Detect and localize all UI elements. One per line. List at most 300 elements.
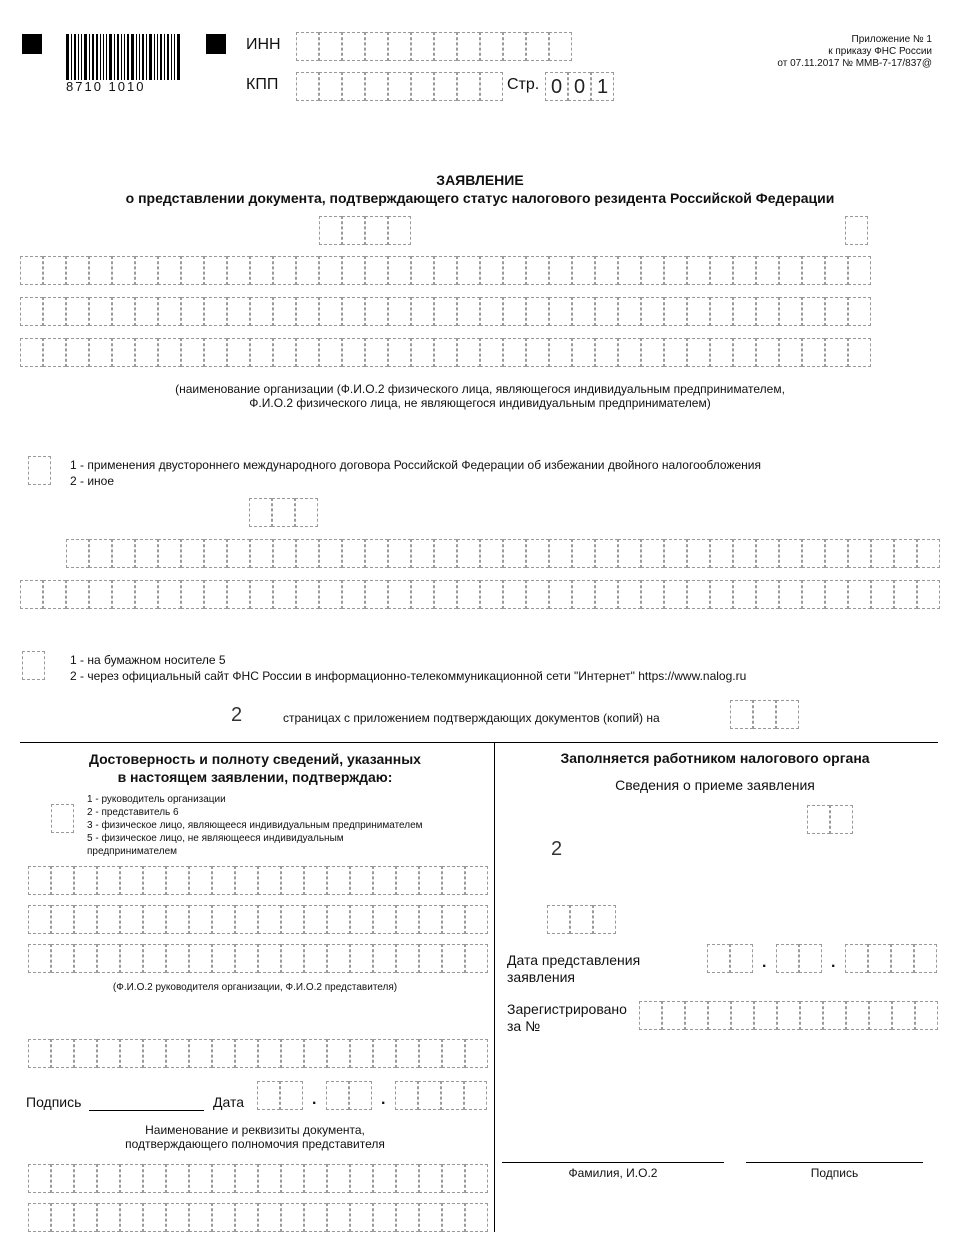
submission-date-year[interactable] (845, 944, 937, 973)
input-cell[interactable] (710, 256, 733, 285)
input-cell[interactable] (710, 580, 733, 609)
input-cell[interactable] (97, 1203, 120, 1232)
input-cell[interactable] (235, 1164, 258, 1193)
input-cell[interactable] (526, 539, 549, 568)
signer-extra-row[interactable] (28, 1039, 488, 1068)
input-cell[interactable] (891, 944, 914, 973)
signer-fio-row-3[interactable] (28, 944, 488, 973)
input-cell[interactable] (388, 32, 411, 61)
input-cell[interactable] (272, 498, 295, 527)
input-cell[interactable] (618, 580, 641, 609)
input-cell[interactable] (51, 866, 74, 895)
input-cell[interactable] (848, 539, 871, 568)
input-cell[interactable] (273, 256, 296, 285)
input-cell[interactable] (595, 297, 618, 326)
input-cell[interactable] (915, 1001, 938, 1030)
input-cell[interactable] (342, 580, 365, 609)
input-cell[interactable] (74, 905, 97, 934)
input-cell[interactable] (166, 1039, 189, 1068)
input-cell[interactable] (687, 256, 710, 285)
input-cell[interactable] (756, 256, 779, 285)
input-cell[interactable] (411, 297, 434, 326)
input-cell[interactable] (296, 72, 319, 101)
input-cell[interactable] (365, 539, 388, 568)
input-cell[interactable] (120, 1039, 143, 1068)
input-cell[interactable] (779, 256, 802, 285)
input-cell[interactable] (342, 297, 365, 326)
input-cell[interactable] (74, 1203, 97, 1232)
input-cell[interactable] (442, 944, 465, 973)
attachment-pages-cells[interactable] (730, 700, 799, 729)
input-cell[interactable] (120, 944, 143, 973)
input-cell[interactable] (327, 944, 350, 973)
input-cell[interactable] (457, 539, 480, 568)
authority-doc-row-2[interactable] (28, 1203, 488, 1232)
input-cell[interactable] (526, 338, 549, 367)
input-cell[interactable] (871, 580, 894, 609)
input-cell[interactable] (365, 338, 388, 367)
input-cell[interactable] (235, 1203, 258, 1232)
input-cell[interactable] (212, 866, 235, 895)
input-cell[interactable] (181, 297, 204, 326)
input-cell[interactable] (66, 580, 89, 609)
input-cell[interactable] (869, 1001, 892, 1030)
input-cell[interactable] (480, 72, 503, 101)
input-cell[interactable] (776, 700, 799, 729)
input-cell[interactable] (189, 1203, 212, 1232)
input-cell[interactable] (43, 256, 66, 285)
input-cell[interactable] (281, 866, 304, 895)
input-cell[interactable] (258, 905, 281, 934)
input-cell[interactable] (327, 1164, 350, 1193)
input-cell[interactable] (464, 1081, 487, 1110)
input-cell[interactable] (227, 580, 250, 609)
input-cell[interactable] (526, 297, 549, 326)
input-cell[interactable] (249, 498, 272, 527)
input-cell[interactable] (892, 1001, 915, 1030)
input-cell[interactable] (166, 866, 189, 895)
input-cell[interactable] (296, 32, 319, 61)
input-cell[interactable] (296, 297, 319, 326)
input-cell[interactable] (89, 539, 112, 568)
input-cell[interactable] (503, 580, 526, 609)
input-cell[interactable] (158, 256, 181, 285)
input-cell[interactable] (20, 580, 43, 609)
input-cell[interactable] (350, 944, 373, 973)
receipt-pages-cells[interactable] (547, 905, 616, 934)
input-cell[interactable] (89, 338, 112, 367)
input-cell[interactable] (396, 944, 419, 973)
input-cell[interactable] (158, 580, 181, 609)
input-cell[interactable] (158, 338, 181, 367)
signature-line[interactable] (89, 1110, 204, 1111)
kpp-cells[interactable] (296, 72, 503, 101)
input-cell[interactable] (411, 32, 434, 61)
authority-doc-row-1[interactable] (28, 1164, 488, 1193)
input-cell[interactable] (388, 216, 411, 245)
input-cell[interactable] (227, 539, 250, 568)
other-purpose-row-1[interactable] (66, 539, 940, 568)
input-cell[interactable] (894, 580, 917, 609)
input-cell[interactable] (158, 297, 181, 326)
input-cell[interactable] (779, 338, 802, 367)
input-cell[interactable] (419, 1164, 442, 1193)
input-cell[interactable] (204, 297, 227, 326)
input-cell[interactable] (754, 1001, 777, 1030)
input-cell[interactable] (396, 1203, 419, 1232)
input-cell[interactable] (685, 1001, 708, 1030)
inn-cells[interactable] (296, 32, 572, 61)
input-cell[interactable] (411, 72, 434, 101)
input-cell[interactable] (848, 338, 871, 367)
input-cell[interactable] (135, 338, 158, 367)
input-cell[interactable] (304, 905, 327, 934)
input-cell[interactable] (807, 805, 830, 834)
input-cell[interactable] (120, 1203, 143, 1232)
input-cell[interactable] (112, 539, 135, 568)
input-cell[interactable] (97, 1164, 120, 1193)
input-cell[interactable] (235, 866, 258, 895)
officer-signature-line[interactable] (746, 1162, 923, 1163)
input-cell[interactable] (143, 1164, 166, 1193)
input-cell[interactable] (442, 1039, 465, 1068)
input-cell[interactable] (326, 1081, 349, 1110)
input-cell[interactable] (97, 866, 120, 895)
input-cell[interactable] (730, 944, 753, 973)
input-cell[interactable] (281, 1164, 304, 1193)
input-cell[interactable] (503, 32, 526, 61)
input-cell[interactable] (595, 256, 618, 285)
input-cell[interactable] (365, 297, 388, 326)
input-cell[interactable] (28, 1164, 51, 1193)
org-name-row-1[interactable] (20, 256, 871, 285)
input-cell[interactable] (434, 256, 457, 285)
input-cell[interactable] (917, 539, 940, 568)
input-cell[interactable] (304, 1203, 327, 1232)
input-cell[interactable] (28, 866, 51, 895)
input-cell[interactable] (480, 32, 503, 61)
input-cell[interactable] (572, 539, 595, 568)
input-cell[interactable] (503, 297, 526, 326)
input-cell[interactable] (549, 297, 572, 326)
input-cell[interactable] (917, 580, 940, 609)
input-cell[interactable] (418, 1081, 441, 1110)
input-cell[interactable] (143, 1203, 166, 1232)
input-cell[interactable] (411, 256, 434, 285)
input-cell[interactable] (135, 256, 158, 285)
input-cell[interactable] (419, 866, 442, 895)
input-cell[interactable] (373, 1164, 396, 1193)
input-cell[interactable] (89, 580, 112, 609)
input-cell[interactable] (350, 1164, 373, 1193)
input-cell[interactable] (143, 1039, 166, 1068)
input-cell[interactable] (779, 580, 802, 609)
input-cell[interactable] (204, 338, 227, 367)
input-cell[interactable] (280, 1081, 303, 1110)
input-cell[interactable] (273, 539, 296, 568)
input-cell[interactable] (419, 944, 442, 973)
input-cell[interactable] (572, 256, 595, 285)
input-cell[interactable] (641, 580, 664, 609)
input-cell[interactable] (319, 297, 342, 326)
input-cell[interactable] (342, 539, 365, 568)
input-cell[interactable] (189, 1164, 212, 1193)
input-cell[interactable] (825, 297, 848, 326)
input-cell[interactable] (89, 256, 112, 285)
input-cell[interactable] (350, 905, 373, 934)
input-cell[interactable] (457, 32, 480, 61)
input-cell[interactable] (868, 944, 891, 973)
input-cell[interactable] (158, 539, 181, 568)
input-cell[interactable] (825, 580, 848, 609)
input-cell[interactable] (97, 944, 120, 973)
input-cell[interactable] (641, 338, 664, 367)
input-cell[interactable] (227, 297, 250, 326)
input-cell[interactable] (526, 580, 549, 609)
input-cell[interactable] (730, 700, 753, 729)
input-cell[interactable] (51, 1039, 74, 1068)
input-cell[interactable] (894, 539, 917, 568)
input-cell[interactable] (570, 905, 593, 934)
input-cell[interactable] (143, 905, 166, 934)
input-cell[interactable] (365, 72, 388, 101)
input-cell[interactable] (51, 804, 74, 833)
input-cell[interactable] (419, 1039, 442, 1068)
input-cell[interactable] (823, 1001, 846, 1030)
input-cell[interactable] (97, 1039, 120, 1068)
input-cell[interactable] (549, 338, 572, 367)
input-cell[interactable] (304, 1039, 327, 1068)
input-cell[interactable] (708, 1001, 731, 1030)
input-cell[interactable] (281, 1203, 304, 1232)
input-cell[interactable] (258, 866, 281, 895)
input-cell[interactable] (319, 256, 342, 285)
input-cell[interactable] (20, 256, 43, 285)
input-cell[interactable] (74, 1039, 97, 1068)
input-cell[interactable] (166, 1203, 189, 1232)
input-cell[interactable] (258, 1164, 281, 1193)
input-cell[interactable] (687, 580, 710, 609)
input-cell[interactable] (295, 498, 318, 527)
input-cell[interactable] (457, 338, 480, 367)
input-cell[interactable] (664, 539, 687, 568)
input-cell[interactable] (273, 297, 296, 326)
input-cell[interactable] (845, 216, 868, 245)
input-cell[interactable] (465, 866, 488, 895)
input-cell[interactable] (20, 338, 43, 367)
input-cell[interactable] (89, 297, 112, 326)
input-cell[interactable] (296, 539, 319, 568)
input-cell[interactable] (457, 256, 480, 285)
input-cell[interactable] (457, 297, 480, 326)
submission-date-day[interactable] (707, 944, 753, 973)
input-cell[interactable] (396, 1039, 419, 1068)
input-cell[interactable] (74, 944, 97, 973)
input-cell[interactable] (204, 539, 227, 568)
input-cell[interactable] (830, 805, 853, 834)
input-cell[interactable] (388, 338, 411, 367)
input-cell[interactable] (22, 651, 45, 680)
input-cell[interactable] (595, 580, 618, 609)
input-cell[interactable] (204, 580, 227, 609)
input-cell[interactable] (189, 944, 212, 973)
input-cell[interactable] (304, 1164, 327, 1193)
input-cell[interactable] (43, 580, 66, 609)
input-cell[interactable] (733, 297, 756, 326)
input-cell[interactable] (258, 1203, 281, 1232)
input-cell[interactable] (434, 338, 457, 367)
input-cell[interactable] (549, 256, 572, 285)
input-cell[interactable] (66, 338, 89, 367)
input-cell[interactable] (641, 256, 664, 285)
input-cell[interactable] (365, 32, 388, 61)
input-cell[interactable] (442, 866, 465, 895)
input-cell[interactable] (756, 539, 779, 568)
input-cell[interactable] (618, 297, 641, 326)
input-cell[interactable] (257, 1081, 280, 1110)
input-cell[interactable] (258, 1039, 281, 1068)
input-cell[interactable] (441, 1081, 464, 1110)
input-cell[interactable] (166, 1164, 189, 1193)
input-cell[interactable] (503, 256, 526, 285)
input-cell[interactable] (28, 905, 51, 934)
input-cell[interactable] (914, 944, 937, 973)
input-cell[interactable] (465, 1164, 488, 1193)
input-cell[interactable] (281, 944, 304, 973)
input-cell[interactable] (235, 905, 258, 934)
signer-fio-row-2[interactable] (28, 905, 488, 934)
input-cell[interactable] (547, 905, 570, 934)
input-cell[interactable] (319, 216, 342, 245)
input-cell[interactable] (189, 905, 212, 934)
input-cell[interactable] (848, 580, 871, 609)
input-cell[interactable] (327, 1203, 350, 1232)
input-cell[interactable] (319, 72, 342, 101)
input-cell[interactable] (442, 1203, 465, 1232)
input-cell[interactable] (756, 580, 779, 609)
input-cell[interactable] (350, 866, 373, 895)
input-cell[interactable] (388, 297, 411, 326)
input-cell[interactable] (871, 539, 894, 568)
input-cell[interactable] (710, 539, 733, 568)
input-cell[interactable] (641, 297, 664, 326)
input-cell[interactable] (212, 905, 235, 934)
input-cell[interactable] (250, 297, 273, 326)
input-cell[interactable] (503, 338, 526, 367)
input-cell[interactable] (20, 297, 43, 326)
sign-date-day[interactable] (257, 1081, 303, 1110)
input-cell[interactable] (419, 1203, 442, 1232)
input-cell[interactable] (74, 1164, 97, 1193)
input-cell[interactable] (143, 866, 166, 895)
input-cell[interactable] (296, 580, 319, 609)
input-cell[interactable] (434, 580, 457, 609)
input-cell[interactable] (388, 580, 411, 609)
input-cell[interactable] (28, 1203, 51, 1232)
input-cell[interactable] (434, 539, 457, 568)
input-cell[interactable] (799, 944, 822, 973)
input-cell[interactable] (327, 866, 350, 895)
input-cell[interactable] (235, 1039, 258, 1068)
input-cell[interactable] (43, 338, 66, 367)
input-cell[interactable] (396, 1164, 419, 1193)
input-cell[interactable] (756, 297, 779, 326)
input-cell[interactable] (74, 866, 97, 895)
signer-code-cell[interactable] (51, 804, 74, 833)
input-cell[interactable] (779, 297, 802, 326)
input-cell[interactable] (802, 539, 825, 568)
input-cell[interactable] (28, 456, 51, 485)
input-cell[interactable] (434, 32, 457, 61)
input-cell[interactable] (411, 580, 434, 609)
input-cell[interactable] (572, 297, 595, 326)
input-cell[interactable] (457, 72, 480, 101)
input-cell[interactable] (112, 338, 135, 367)
input-cell[interactable] (777, 1001, 800, 1030)
input-cell[interactable] (480, 338, 503, 367)
input-cell[interactable] (250, 539, 273, 568)
input-cell[interactable] (135, 297, 158, 326)
input-cell[interactable] (465, 1039, 488, 1068)
input-cell[interactable] (549, 580, 572, 609)
input-cell[interactable] (733, 580, 756, 609)
input-cell[interactable] (212, 1164, 235, 1193)
input-cell[interactable] (411, 338, 434, 367)
input-cell[interactable] (664, 256, 687, 285)
input-cell[interactable] (572, 580, 595, 609)
input-cell[interactable] (825, 338, 848, 367)
input-cell[interactable] (365, 256, 388, 285)
input-cell[interactable] (204, 256, 227, 285)
input-cell[interactable] (327, 905, 350, 934)
registration-number-cells[interactable] (639, 1001, 938, 1030)
receipt-method-cells[interactable] (807, 805, 853, 834)
input-cell[interactable] (411, 539, 434, 568)
input-cell[interactable] (112, 297, 135, 326)
input-cell[interactable] (733, 256, 756, 285)
input-cell[interactable] (135, 580, 158, 609)
input-cell[interactable] (480, 580, 503, 609)
input-cell[interactable] (618, 539, 641, 568)
input-cell[interactable] (319, 32, 342, 61)
input-cell[interactable] (296, 338, 319, 367)
input-cell[interactable] (618, 338, 641, 367)
input-cell[interactable] (181, 539, 204, 568)
input-cell[interactable] (43, 297, 66, 326)
applicant-code-cell[interactable] (845, 216, 868, 245)
input-cell[interactable] (480, 256, 503, 285)
input-cell[interactable] (503, 539, 526, 568)
input-cell[interactable] (350, 1039, 373, 1068)
input-cell[interactable] (776, 944, 799, 973)
input-cell[interactable] (733, 539, 756, 568)
input-cell[interactable] (710, 297, 733, 326)
input-cell[interactable] (549, 32, 572, 61)
input-cell[interactable] (687, 539, 710, 568)
input-cell[interactable] (526, 32, 549, 61)
input-cell[interactable] (662, 1001, 685, 1030)
sign-date-month[interactable] (326, 1081, 372, 1110)
input-cell[interactable] (593, 905, 616, 934)
input-cell[interactable] (181, 256, 204, 285)
input-cell[interactable] (779, 539, 802, 568)
input-cell[interactable] (480, 539, 503, 568)
submission-date-month[interactable] (776, 944, 822, 973)
input-cell[interactable] (733, 338, 756, 367)
input-cell[interactable] (227, 338, 250, 367)
org-name-row-2[interactable] (20, 297, 871, 326)
input-cell[interactable] (639, 1001, 662, 1030)
